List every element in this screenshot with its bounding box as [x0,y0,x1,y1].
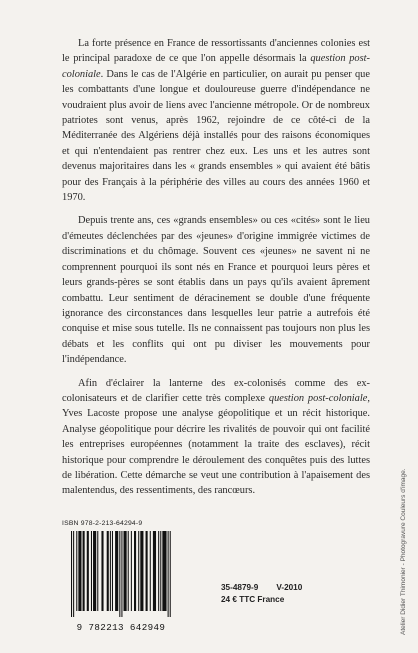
barcode-bar [146,531,148,611]
photo-credit: Atelier Didier Thimonier - Photogravure Couleurs d'image. [400,468,407,635]
barcode-bar [119,531,120,617]
barcode-bar [110,531,111,611]
barcode-bar [76,531,77,611]
barcode-bar [131,531,132,611]
barcode-bar [134,531,136,611]
barcode-bar [150,531,151,611]
barcode-bar [153,531,156,611]
barcode [62,531,180,635]
barcode-bar [158,531,159,611]
barcode-bar [168,531,169,617]
barcode-bar [93,531,96,611]
barcode-bar [91,531,92,611]
paragraph-3: Afin d'éclairer la lanterne des ex-colonisés comme des ex-colonisateurs et de clarifier cette très complexe question post-coloniale, Yves Lacoste propose une analyse géopolitique et un récit historique. Analyse géopolitique pour décrire les rivalités de pouvoir qui ont facilité les entreprises européennes (notamment la traite des esclaves), récit historique pour comprendre le déroulement des conquêtes puis des luttes de libération. Cette démarche se veut une contribution à l'apaisement des malentendus, des ressentiments, des rancœurs. [62,377,370,497]
barcode-bar [160,531,161,611]
price-currency: € TTC France [232,595,285,604]
paragraph-2: Depuis trente ans, ces «grands ensembles» ou ces «cités» sont le lieu d'émeutes déclenchées par des «jeunes» d'origine immigrée victimes de discriminations et du chômage. Souvent ces «jeunes» ne savent ni ne comprennent pourquoi ils sont nés en France et pourquoi leurs pères et leurs grands-pères se sont établis dans un pays qu'ils avaient âprement combattu. Leur sentiment de déracinement se double d'une fréquente ignorance des circonstances dans lesquelles leur patrie a autrefois été conquise et mise sous tutelle. Ils ne connaissent pas toujours non plus les débats et les conflits qui ont pu diviser les mouvements pour l'indépendance. [62,215,370,366]
barcode-bars [62,531,180,621]
price-block [221,582,302,606]
barcode-bar [97,531,98,611]
barcode-bar [73,531,74,617]
book-code: 35-4879-9 [221,583,259,592]
barcode-bar [170,531,171,617]
paragraph-1: La forte présence en France de ressortissants d'anciennes colonies est le principal paradoxe de ce que l'on appelle désormais la question post-coloniale. Dans le cas de l'Algérie en particulier, on aurait pu penser que les combattants d'une longue et douloureuse guerre d'indépendance ne voudraient plus avoir de liens avec l'ancienne métropole. Or de nombreux patriotes sont venus, après 1962, rejoindre de ce côté-ci de la Méditerranée des Algériens déjà installés pour des raisons économiques et qui n'entendaient pas rentrer chez eux. Les uns et les autres sont devenus majoritaires dans les « grands ensembles » qui avaient été bâtis pour des Français à la périphérie des villes au cours des années 1960 et 1970. [62,38,371,204]
barcode-bar [78,531,81,611]
barcode-bar [140,531,143,611]
barcode-bar [128,531,129,611]
edition-version: V-2010 [276,583,303,592]
barcode-bar [121,531,122,617]
barcode-bar [115,531,118,611]
barcode-bar [101,531,103,611]
barcode-bar [87,531,89,611]
barcode-bar [112,531,113,611]
barcode-bar [83,531,85,611]
barcode-digits: 9 782213 642949 [76,622,166,633]
barcode-bar [162,531,166,611]
isbn-label: ISBN 978-2-213-64294-9 [62,520,143,527]
price-row [221,594,302,606]
barcode-bar [71,531,72,617]
barcode-bar [138,531,139,611]
price-value: 24 [221,595,231,604]
code-row [221,582,302,594]
back-cover-text [62,36,370,499]
barcode-bar [107,531,109,611]
barcode-bar [124,531,127,611]
